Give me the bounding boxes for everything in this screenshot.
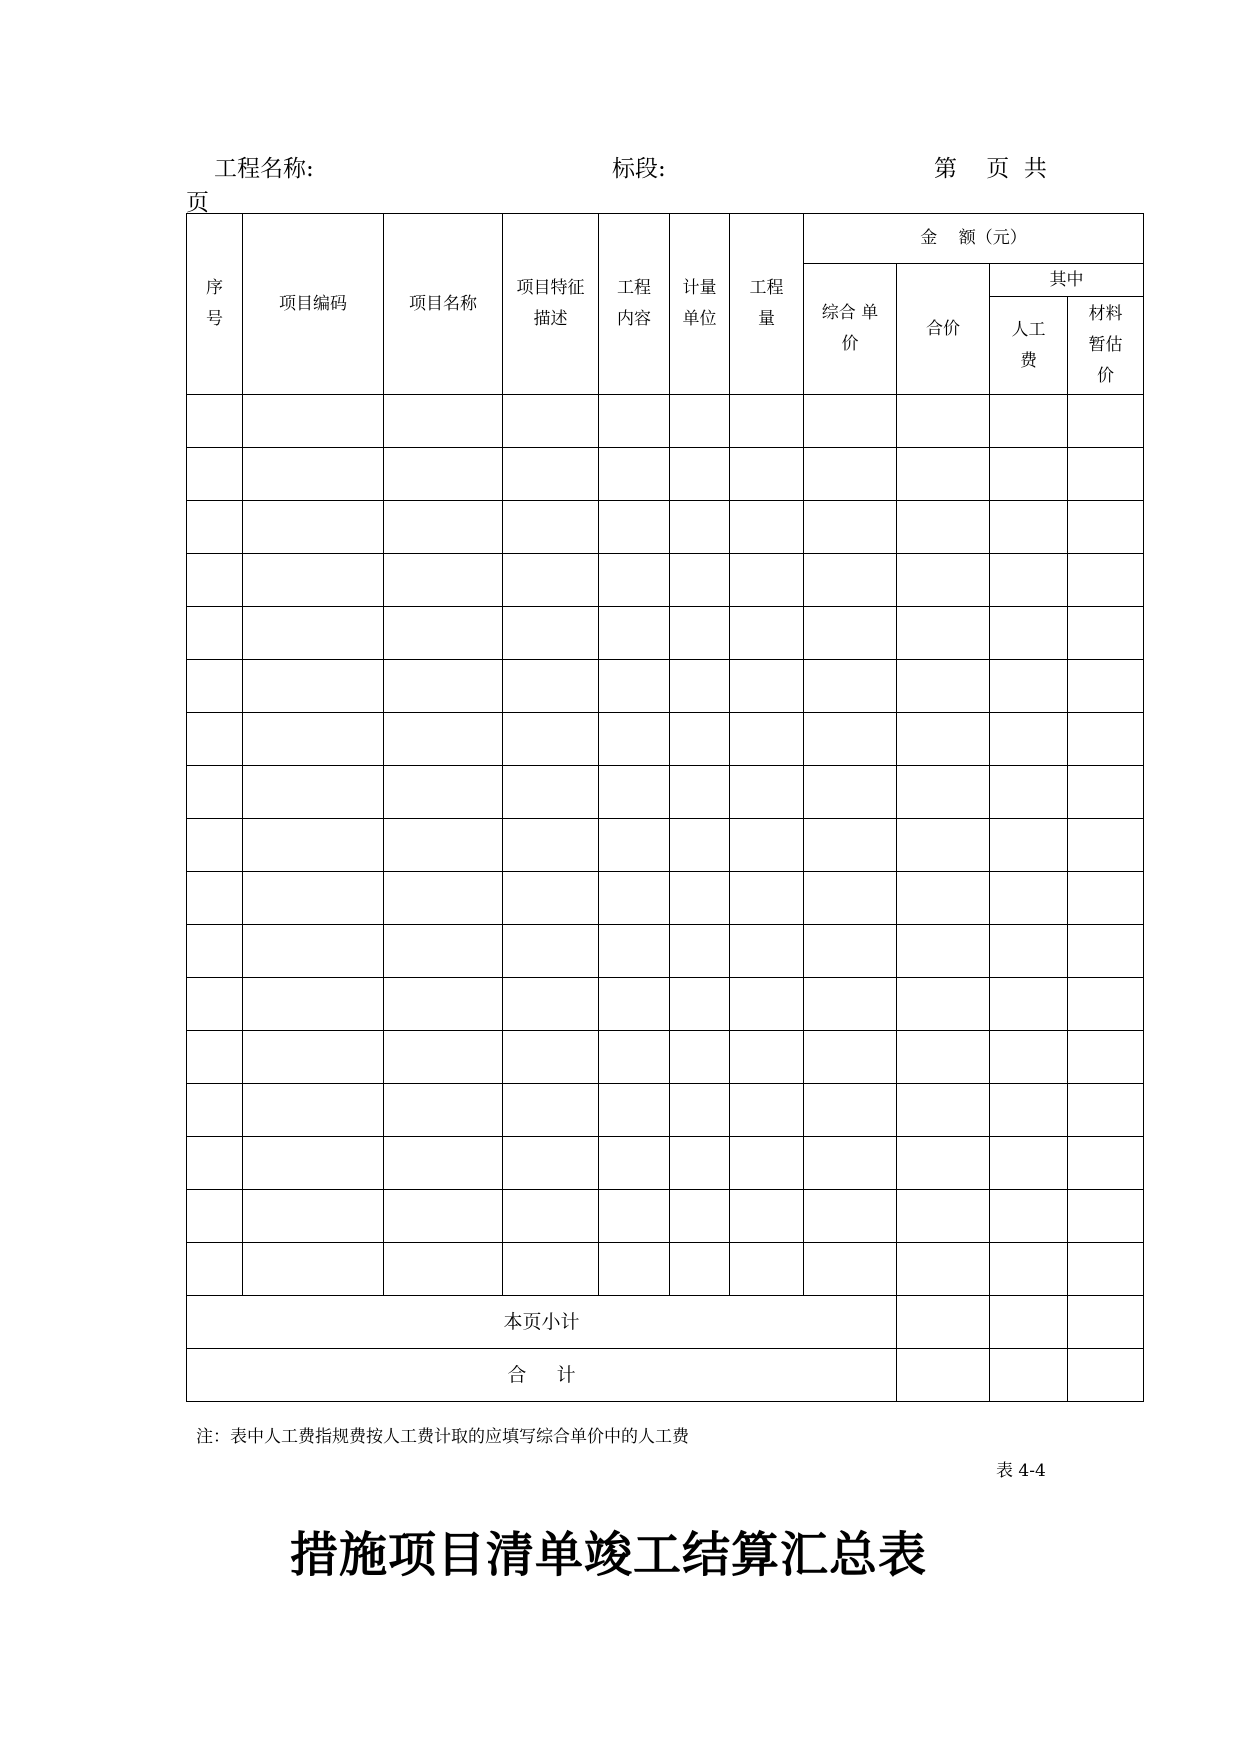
table-cell[interactable] — [670, 607, 730, 660]
table-cell[interactable] — [804, 819, 897, 872]
table-cell[interactable] — [503, 766, 599, 819]
table-cell[interactable] — [243, 660, 384, 713]
table-cell[interactable] — [804, 395, 897, 448]
table-cell[interactable] — [897, 1084, 990, 1137]
table-cell[interactable] — [187, 819, 243, 872]
table-row — [187, 1031, 1144, 1084]
table-cell[interactable] — [1068, 554, 1144, 607]
table-cell[interactable] — [990, 395, 1068, 448]
table-cell[interactable] — [1068, 1190, 1144, 1243]
table-cell[interactable] — [730, 501, 804, 554]
subtotal-cell[interactable] — [897, 1296, 990, 1349]
table-cell[interactable] — [897, 501, 990, 554]
table-cell[interactable] — [1068, 660, 1144, 713]
settlement-table — [186, 213, 1144, 1402]
header-labor: 人工费 — [990, 297, 1068, 395]
table-cell[interactable] — [599, 660, 670, 713]
document-title: 措施项目清单竣工结算汇总表 — [290, 1527, 928, 1583]
table-cell[interactable] — [243, 713, 384, 766]
table-cell[interactable] — [243, 501, 384, 554]
table-cell[interactable] — [187, 1084, 243, 1137]
table-row — [187, 1243, 1144, 1296]
table-cell[interactable] — [599, 1190, 670, 1243]
table-cell[interactable] — [990, 1137, 1068, 1190]
table-cell[interactable] — [897, 925, 990, 978]
table-cell[interactable] — [187, 1031, 243, 1084]
table-cell[interactable] — [990, 978, 1068, 1031]
table-cell[interactable] — [730, 1137, 804, 1190]
table-cell[interactable] — [804, 501, 897, 554]
table-cell[interactable] — [804, 660, 897, 713]
page-label-wrap: 页 — [186, 190, 209, 216]
table-cell[interactable] — [1068, 501, 1144, 554]
table-cell[interactable] — [1068, 1031, 1144, 1084]
table-cell[interactable] — [599, 1243, 670, 1296]
table-cell[interactable] — [503, 554, 599, 607]
table-cell[interactable] — [599, 872, 670, 925]
table-cell[interactable] — [384, 978, 503, 1031]
table-cell[interactable] — [503, 713, 599, 766]
table-cell[interactable] — [730, 607, 804, 660]
table-cell[interactable] — [730, 925, 804, 978]
table-cell[interactable] — [990, 1190, 1068, 1243]
table-row — [187, 978, 1144, 1031]
header-unit: 计量单位 — [670, 214, 730, 395]
table-cell[interactable] — [384, 713, 503, 766]
table-cell[interactable] — [730, 819, 804, 872]
table-number: 表 4-4 — [996, 1461, 1046, 1481]
table-cell[interactable] — [990, 766, 1068, 819]
table-row — [187, 1190, 1144, 1243]
table-cell[interactable] — [1068, 607, 1144, 660]
table-cell[interactable] — [990, 501, 1068, 554]
table-cell[interactable] — [243, 554, 384, 607]
table-cell[interactable] — [804, 448, 897, 501]
table-cell[interactable] — [897, 766, 990, 819]
table-cell[interactable] — [187, 395, 243, 448]
table-cell[interactable] — [1068, 978, 1144, 1031]
table-cell[interactable] — [990, 713, 1068, 766]
table-cell[interactable] — [384, 766, 503, 819]
header-amount: 金 额（元） — [804, 214, 1144, 264]
table-cell[interactable] — [730, 766, 804, 819]
table-cell[interactable] — [599, 978, 670, 1031]
table-cell[interactable] — [670, 872, 730, 925]
header-content: 工程内容 — [599, 214, 670, 395]
table-row — [187, 607, 1144, 660]
table-cell[interactable] — [503, 1084, 599, 1137]
table-cell[interactable] — [384, 607, 503, 660]
table-cell[interactable] — [804, 978, 897, 1031]
table-cell[interactable] — [599, 1031, 670, 1084]
table-cell[interactable] — [897, 448, 990, 501]
table-cell[interactable] — [1068, 766, 1144, 819]
table-cell[interactable] — [599, 766, 670, 819]
table-cell[interactable] — [384, 1084, 503, 1137]
table-cell[interactable] — [187, 660, 243, 713]
table-cell[interactable] — [730, 1084, 804, 1137]
table-cell[interactable] — [897, 1190, 990, 1243]
table-cell[interactable] — [384, 395, 503, 448]
table-cell[interactable] — [503, 448, 599, 501]
table-cell[interactable] — [187, 1190, 243, 1243]
table-cell[interactable] — [730, 448, 804, 501]
table-row — [187, 660, 1144, 713]
table-cell[interactable] — [990, 554, 1068, 607]
section-label: 标段: — [612, 156, 666, 182]
table-cell[interactable] — [730, 1031, 804, 1084]
table-cell[interactable] — [599, 1137, 670, 1190]
table-cell[interactable] — [990, 607, 1068, 660]
table-cell[interactable] — [1068, 448, 1144, 501]
table-cell[interactable] — [804, 1190, 897, 1243]
table-cell[interactable] — [599, 448, 670, 501]
table-cell[interactable] — [384, 819, 503, 872]
table-cell[interactable] — [670, 819, 730, 872]
header-seq: 序号 — [187, 214, 243, 395]
table-cell[interactable] — [243, 766, 384, 819]
table-cell[interactable] — [670, 925, 730, 978]
table-cell[interactable] — [670, 766, 730, 819]
table-cell[interactable] — [670, 978, 730, 1031]
table-cell[interactable] — [990, 448, 1068, 501]
table-cell[interactable] — [990, 1243, 1068, 1296]
table-row — [187, 1137, 1144, 1190]
table-cell[interactable] — [243, 925, 384, 978]
table-cell[interactable] — [990, 1031, 1068, 1084]
table-cell[interactable] — [804, 713, 897, 766]
table-cell[interactable] — [804, 1137, 897, 1190]
table-cell[interactable] — [804, 872, 897, 925]
table-cell[interactable] — [243, 1137, 384, 1190]
table-row — [187, 872, 1144, 925]
footnote: 注：表中人工费指规费按人工费计取的应填写综合单价中的人工费 — [196, 1427, 689, 1447]
table-cell[interactable] — [503, 1190, 599, 1243]
table-row — [187, 554, 1144, 607]
table-cell[interactable] — [1068, 1243, 1144, 1296]
total-label: 合 计 — [187, 1349, 897, 1402]
table-cell[interactable] — [730, 1243, 804, 1296]
table-row — [187, 501, 1144, 554]
table-cell[interactable] — [599, 713, 670, 766]
table-cell[interactable] — [1068, 925, 1144, 978]
table-cell[interactable] — [384, 1243, 503, 1296]
table-cell[interactable] — [670, 395, 730, 448]
table-cell[interactable] — [897, 1031, 990, 1084]
table-cell[interactable] — [384, 1190, 503, 1243]
table-cell[interactable] — [243, 1190, 384, 1243]
table-cell[interactable] — [599, 925, 670, 978]
table-cell[interactable] — [187, 978, 243, 1031]
table-cell[interactable] — [503, 872, 599, 925]
table-cell[interactable] — [730, 395, 804, 448]
table-cell[interactable] — [384, 501, 503, 554]
table-cell[interactable] — [804, 1031, 897, 1084]
total-cell[interactable] — [897, 1349, 990, 1402]
table-cell[interactable] — [730, 660, 804, 713]
table-cell[interactable] — [187, 925, 243, 978]
table-cell[interactable] — [384, 925, 503, 978]
header-material: 材料暂估价 — [1068, 297, 1144, 395]
table-cell[interactable] — [670, 1190, 730, 1243]
subtotal-label: 本页小计 — [187, 1296, 897, 1349]
table-cell[interactable] — [1068, 872, 1144, 925]
table-cell[interactable] — [990, 872, 1068, 925]
table-cell[interactable] — [599, 501, 670, 554]
table-row — [187, 925, 1144, 978]
table-cell[interactable] — [730, 978, 804, 1031]
table-cell[interactable] — [384, 872, 503, 925]
table-cell[interactable] — [670, 1243, 730, 1296]
table-cell[interactable] — [384, 554, 503, 607]
table-cell[interactable] — [243, 1031, 384, 1084]
table-cell[interactable] — [599, 607, 670, 660]
table-cell[interactable] — [897, 872, 990, 925]
table-cell[interactable] — [990, 660, 1068, 713]
table-cell[interactable] — [730, 713, 804, 766]
table-cell[interactable] — [897, 607, 990, 660]
subtotal-cell[interactable] — [990, 1296, 1068, 1349]
table-cell[interactable] — [1068, 395, 1144, 448]
table-cell[interactable] — [670, 660, 730, 713]
table-cell[interactable] — [730, 554, 804, 607]
table-cell[interactable] — [670, 501, 730, 554]
table-cell[interactable] — [503, 819, 599, 872]
table-cell[interactable] — [243, 872, 384, 925]
table-cell[interactable] — [670, 1031, 730, 1084]
table-cell[interactable] — [897, 1137, 990, 1190]
table-cell[interactable] — [243, 819, 384, 872]
table-cell[interactable] — [243, 978, 384, 1031]
table-cell[interactable] — [670, 1137, 730, 1190]
table-cell[interactable] — [599, 554, 670, 607]
table-cell[interactable] — [804, 554, 897, 607]
table-cell[interactable] — [897, 713, 990, 766]
table-cell[interactable] — [897, 660, 990, 713]
table-cell[interactable] — [187, 872, 243, 925]
table-cell[interactable] — [1068, 1137, 1144, 1190]
table-cell[interactable] — [187, 713, 243, 766]
table-cell[interactable] — [503, 607, 599, 660]
table-cell[interactable] — [503, 1243, 599, 1296]
table-cell[interactable] — [503, 925, 599, 978]
table-cell[interactable] — [243, 1084, 384, 1137]
header-unit-price: 综合 单价 — [804, 264, 897, 395]
table-cell[interactable] — [897, 554, 990, 607]
table-cell[interactable] — [503, 501, 599, 554]
table-row — [187, 395, 1144, 448]
table-cell[interactable] — [503, 1031, 599, 1084]
table-cell[interactable] — [187, 607, 243, 660]
table-cell[interactable] — [187, 501, 243, 554]
table-cell[interactable] — [1068, 713, 1144, 766]
table-row — [187, 713, 1144, 766]
table-cell[interactable] — [599, 819, 670, 872]
table-cell[interactable] — [990, 1084, 1068, 1137]
table-cell[interactable] — [384, 1031, 503, 1084]
table-cell[interactable] — [804, 1243, 897, 1296]
table-cell[interactable] — [187, 766, 243, 819]
table-cell[interactable] — [804, 607, 897, 660]
table-cell[interactable] — [1068, 1084, 1144, 1137]
table-cell[interactable] — [187, 1243, 243, 1296]
table-cell[interactable] — [897, 395, 990, 448]
table-cell[interactable] — [187, 448, 243, 501]
table-cell[interactable] — [897, 819, 990, 872]
table-cell[interactable] — [384, 1137, 503, 1190]
subtotal-cell[interactable] — [1068, 1296, 1144, 1349]
total-cell[interactable] — [990, 1349, 1068, 1402]
project-name-label: 工程名称: — [214, 156, 314, 182]
table-cell[interactable] — [897, 978, 990, 1031]
table-cell[interactable] — [670, 554, 730, 607]
header-code: 项目编码 — [243, 214, 384, 395]
table-cell[interactable] — [187, 1137, 243, 1190]
table-cell[interactable] — [243, 395, 384, 448]
table-cell[interactable] — [187, 554, 243, 607]
header-total-price: 合价 — [897, 264, 990, 395]
table-cell[interactable] — [897, 1243, 990, 1296]
table-cell[interactable] — [804, 766, 897, 819]
total-cell[interactable] — [1068, 1349, 1144, 1402]
table-row — [187, 448, 1144, 501]
table-cell[interactable] — [990, 925, 1068, 978]
table-cell[interactable] — [599, 1084, 670, 1137]
table-cell[interactable] — [730, 872, 804, 925]
table-cell[interactable] — [804, 1084, 897, 1137]
table-cell[interactable] — [670, 1084, 730, 1137]
table-cell[interactable] — [243, 1243, 384, 1296]
table-row — [187, 819, 1144, 872]
table-cell[interactable] — [804, 925, 897, 978]
table-cell[interactable] — [243, 448, 384, 501]
table-cell[interactable] — [384, 660, 503, 713]
table-cell[interactable] — [503, 1137, 599, 1190]
table-cell[interactable] — [990, 819, 1068, 872]
table-cell[interactable] — [243, 607, 384, 660]
table-cell[interactable] — [1068, 819, 1144, 872]
table-cell[interactable] — [670, 713, 730, 766]
table-row — [187, 766, 1144, 819]
page-label: 第 页 共 — [934, 156, 1047, 182]
header-name: 项目名称 — [384, 214, 503, 395]
header-of-which: 其中 — [990, 264, 1144, 297]
header-feature: 项目特征 描述 — [503, 214, 599, 395]
table-row — [187, 1084, 1144, 1137]
table-cell[interactable] — [503, 660, 599, 713]
table-cell[interactable] — [599, 395, 670, 448]
table-cell[interactable] — [730, 1190, 804, 1243]
table-cell[interactable] — [670, 448, 730, 501]
table-cell[interactable] — [503, 978, 599, 1031]
header-quantity: 工程量 — [730, 214, 804, 395]
table-cell[interactable] — [503, 395, 599, 448]
table-cell[interactable] — [384, 448, 503, 501]
